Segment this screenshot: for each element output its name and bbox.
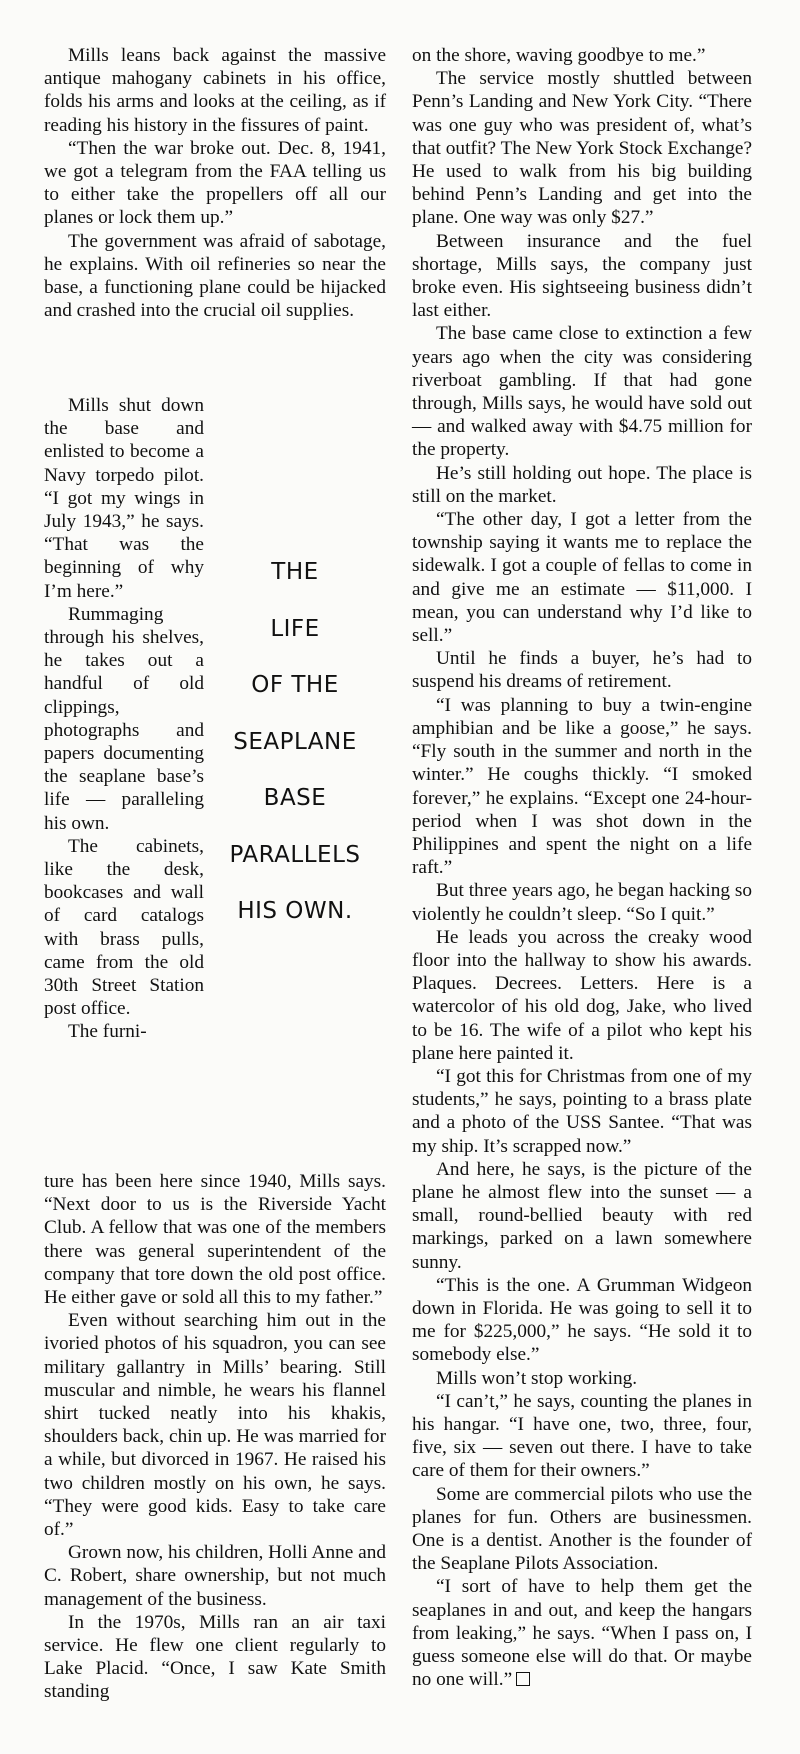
paragraph: Mills won’t stop working. [436,1367,638,1389]
pull-quote-line: HIS OWN. [237,898,353,924]
paragraph: The service mostly shuttled between Penn’s Landing and New York City. “There was one guy who was president of, what’s that outfit? The New York Stock Exchange? He used to walk from his big building behind Penn’s Landing and get into the plane. One way was only $27.” [412,68,752,229]
paragraph: ture has been here since 1940, Mills says. “Next door to us is the Riverside Yacht Club. A fellow that was one of the members there was general superintendent of the company that tore down the old post office. He either gave or sold all this to my father.” [44,1171,386,1309]
final-paragraph-text: “I sort of have to help them get the seaplanes in and out, and keep the hangars from leaking,” he says. “When I pass on, I guess someone else will do that. Or maybe no one will.” [412,1576,752,1691]
paragraph: Grown now, his children, Holli Anne and C. Robert, share ownership, but not much management of the business. [44,1542,386,1610]
paragraph: on the shore, waving goodbye to me.” [412,45,706,66]
paragraph: The cabinets, like the desk, bookcases and wall of card catalogs with brass pulls, came from the old 30th Street Station post office. [44,835,204,1020]
paragraph: The government was afraid of sabotage, he explains. With oil refineries so near the base, a functioning plane could be hijacked and crashed into the crucial oil supplies. [44,230,386,322]
paragraph: And here, he says, is the picture of the plane he almost flew into the sunset — a small, round-bellied beauty with red markings, parked on a lawn somewhere sunny. [412,1158,752,1273]
paragraph: “I got this for Christmas from one of my students,” he says, pointing to a brass plate and a photo of the USS Santee. “That was my ship. It’s scrapped now.” [412,1065,752,1157]
article-column-left-top [44,44,386,322]
paragraph: The base came close to extinction a few years ago when the city was considering riverboat gambling. If that had gone through, Mills says, he would have sold out — and walked away with $4.75 million for the property. [412,323,752,461]
article-column-left-bottom [44,1170,386,1704]
paragraph: “This is the one. A Grumman Widgeon down in Florida. He was going to sell it to me for $225,000,” he says. “He sold it to somebody else.” [412,1274,752,1366]
paragraph: He’s still holding out hope. The place is still on the market. [412,462,752,507]
paragraph: “I was planning to buy a twin-engine amphibian and be like a goose,” he says. “Fly south in the summer and north in the winter.” He coughs thickly. “I smoked forever,” he explains. “Except one 24-hour-period when I was shot down in the Philippines and spent the night on a life raft.” [412,694,752,879]
pull-quote-line: PARALLELS [229,841,361,868]
paragraph: Between insurance and the fuel shortage, Mills says, the company just broke even. His sightseeing business didn’t last either. [412,230,752,322]
paragraph: The furni- [68,1021,147,1043]
pull-quote-line: BASE [263,785,327,811]
paragraph-final [412,1575,752,1691]
article-column-narrow [44,394,204,1044]
pull-quote-line: LIFE [270,615,320,642]
end-mark-icon [516,1672,530,1686]
paragraph: Rummaging through his shelves, he takes out a handful of old clippings, photographs and papers documenting the seaplane base’s life — paralleling his own. [44,603,204,834]
pull-quote-line: SEAPLANE [233,728,357,755]
paragraph: In the 1970s, Mills ran an air taxi service. He flew one client regularly to Lake Placid. “Once, I saw Kate Smith standing [44,1611,386,1703]
paragraph: “Then the war broke out. Dec. 8, 1941, we got a telegram from the FAA telling us to either take the propellers off all our planes or lock them up.” [44,137,386,229]
paragraph: “The other day, I got a letter from the township saying it wants me to replace the sidewalk. I got a couple of fellas to come in and give me an estimate — $11,000. I mean, you can understand why I’d like to sell.” [412,509,752,647]
paragraph: “I can’t,” he says, counting the planes in his hangar. “I have one, two, three, four, five, six — seven out there. I have to take care of them for their owners.” [412,1390,752,1482]
pull-quote-line: OF THE [251,672,339,698]
paragraph: But three years ago, he began hacking so violently he couldn’t sleep. “So I quit.” [412,880,752,925]
paragraph: Even without searching him out in the ivoried photos of his squadron, you can see military gallantry in Mills’ bearing. Still muscular and nimble, he wears his flannel shirt tucked neatly into his khakis, shoulders back, chin up. He was married for a while, but divorced in 1967. He raised his two children mostly on his own, he says. “They were good kids. Easy to take care of.” [44,1310,386,1541]
paragraph: Until he finds a buyer, he’s had to suspend his dreams of retirement. [412,648,752,693]
article-column-right [412,44,752,1691]
pull-quote-line: THE [271,559,319,585]
pull-quote [205,544,385,940]
paragraph: Mills leans back against the massive antique mahogany cabinets in his office, folds his arms and looks at the ceiling, as if reading his history in the fissures of paint. [44,45,386,136]
paragraph: He leads you across the creaky wood floor into the hallway to show his awards. Plaques. Decrees. Letters. Here is a watercolor of his old dog, Jake, who lived to be 16. The wife of a pilot who kept his plane here painted it. [412,926,752,1064]
paragraph: Mills shut down the base and enlisted to become a Navy torpedo pilot. “I got my wings in July 1943,” he says. “That was the beginning of why I’m here.” [44,395,204,602]
paragraph: Some are commercial pilots who use the planes for fun. Others are businessmen. One is a dentist. Another is the founder of the Seaplane Pilots Association. [412,1483,752,1575]
